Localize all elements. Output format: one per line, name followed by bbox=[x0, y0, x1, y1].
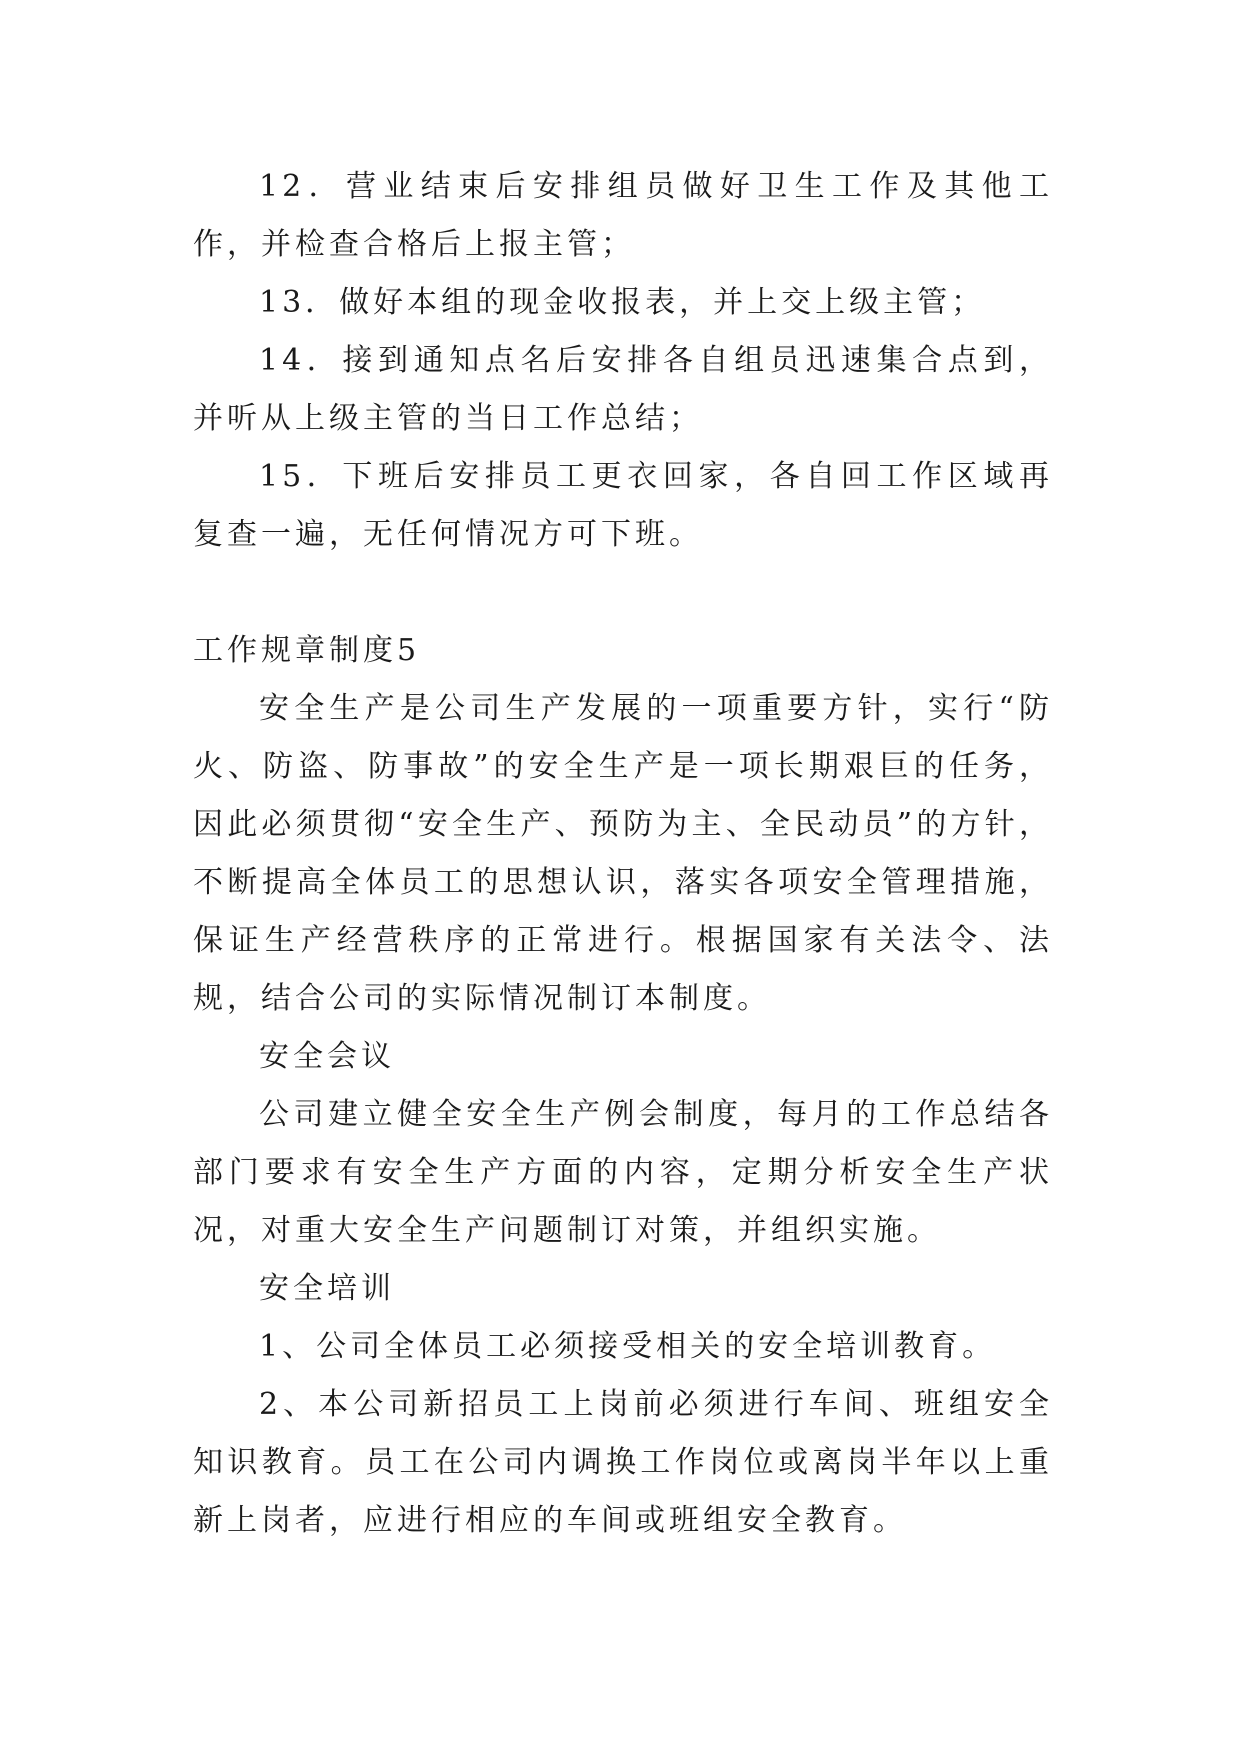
training-item-2: 2、本公司新招员工上岗前必须进行车间、班组安全知识教育。员工在公司内调换工作岗位或离岗半年以上重新上岗者，应进行相应的车间或班组安全教育。 bbox=[193, 1387, 1053, 1538]
list-item-12: 12．营业结束后安排组员做好卫生工作及其他工作，并检查合格后上报主管； bbox=[193, 169, 1053, 262]
training-heading: 安全培训 bbox=[259, 1271, 395, 1306]
meeting-paragraph: 公司建立健全安全生产例会制度，每月的工作总结各部门要求有安全生产方面的内容，定期分析安全生产状况，对重大安全生产问题制订对策，并组织实施。 bbox=[193, 1097, 1053, 1248]
list-item-13: 13．做好本组的现金收报表，并上交上级主管； bbox=[259, 285, 986, 320]
document-body bbox=[193, 158, 1053, 1550]
intro-paragraph: 安全生产是公司生产发展的一项重要方针，实行“防火、防盗、防事故”的安全生产是一项长期艰巨的任务，因此必须贯彻“安全生产、预防为主、全民动员”的方针，不断提高全体员工的思想认识，落实各项安全管理措施，保证生产经营秩序的正常进行。根据国家有关法令、法规，结合公司的实际情况制订本制度。 bbox=[193, 691, 1053, 1016]
meeting-heading: 安全会议 bbox=[259, 1039, 395, 1074]
section-title: 工作规章制度5 bbox=[193, 633, 421, 668]
list-item-15: 15．下班后安排员工更衣回家，各自回工作区域再复查一遍，无任何情况方可下班。 bbox=[193, 459, 1053, 552]
training-item-1: 1、公司全体员工必须接受相关的安全培训教育。 bbox=[259, 1329, 997, 1364]
list-item-14: 14．接到通知点名后安排各自组员迅速集合点到，并听从上级主管的当日工作总结； bbox=[193, 343, 1053, 436]
